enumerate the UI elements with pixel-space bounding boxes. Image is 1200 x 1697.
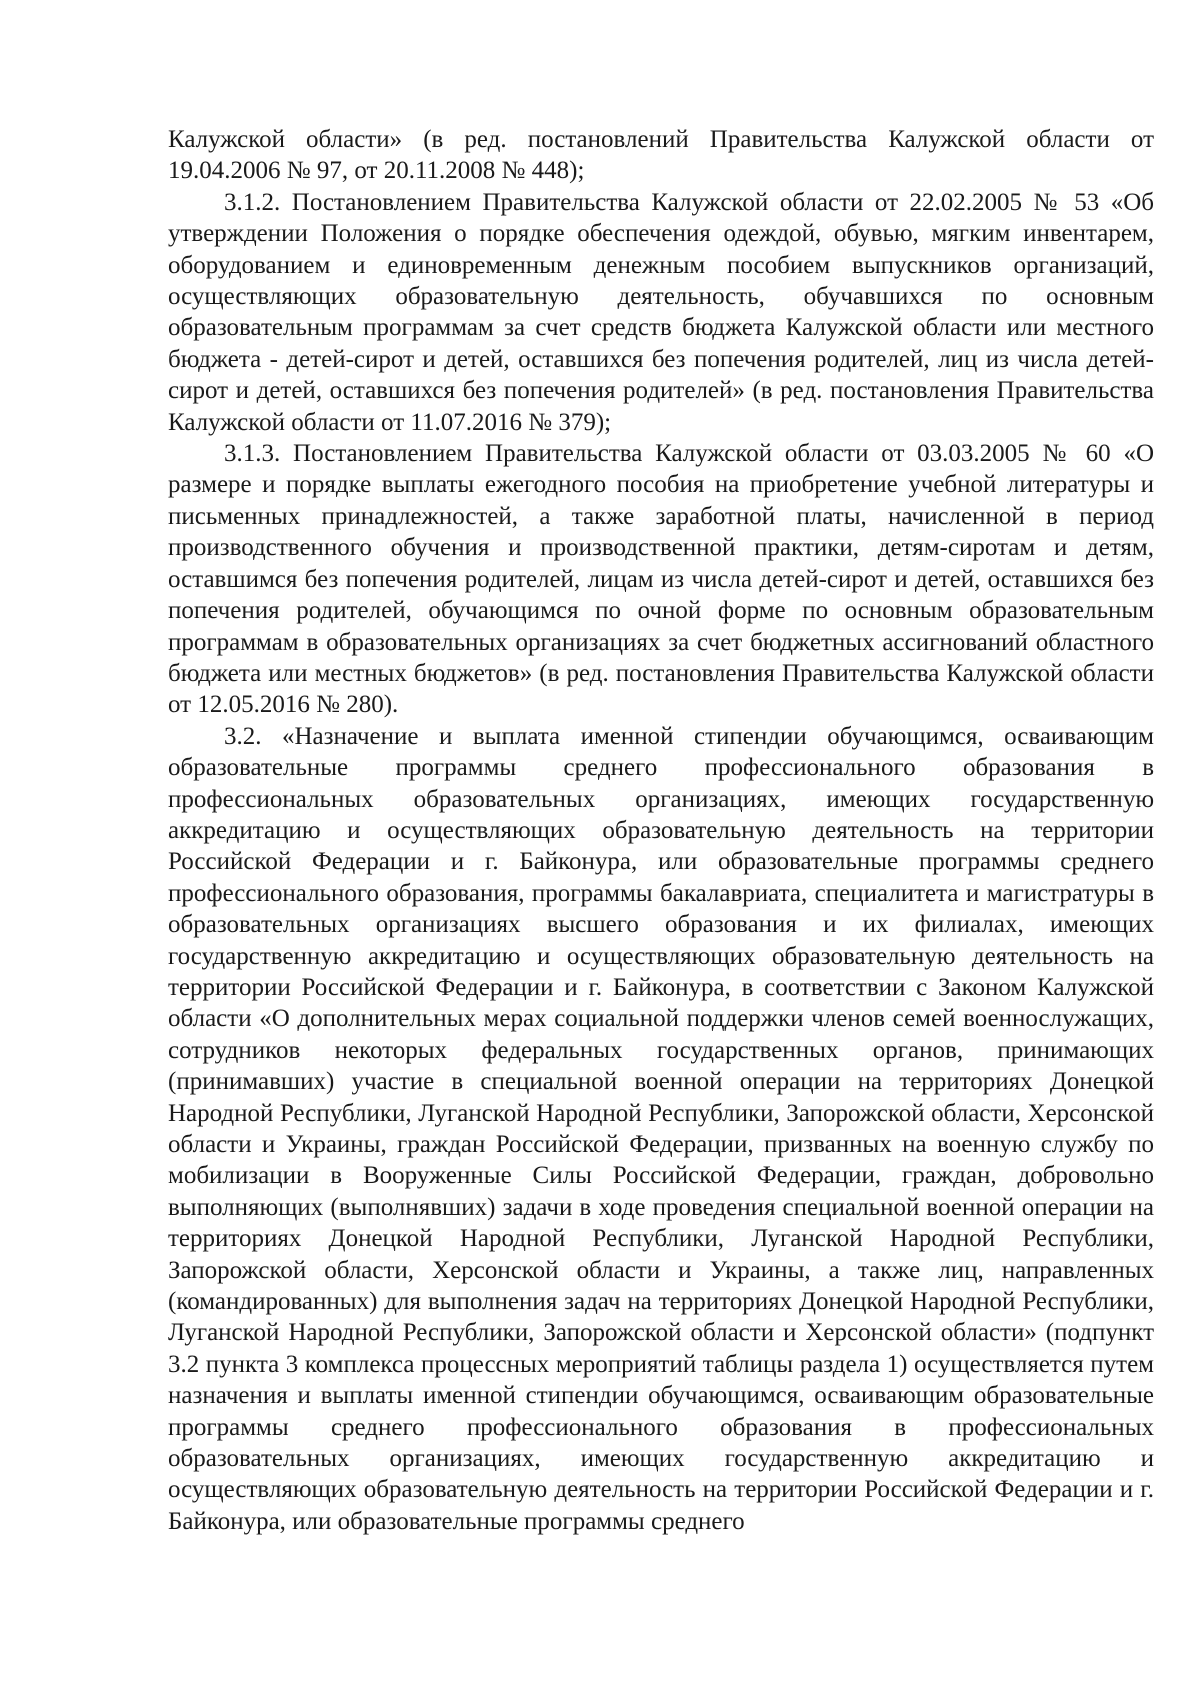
- paragraph-3-1-2: 3.1.2. Постановлением Правительства Калужской области от 22.02.2005 № 53 «Об утверждении Положения о порядке обеспечения одеждой, обувью, мягким инвентарем, оборудованием и единовременным денежным пособием выпускников организаций, осуществляющих образовательную деятельность, обучавшихся по основным образовательным программам за счет средств бюджета Калужской области или местного бюджета - детей-сирот и детей, оставшихся без попечения родителей, лиц из числа детей-сирот и детей, оставшихся без попечения родителей» (в ред. постановления Правительства Калужской области от 11.07.2016 № 379);: [168, 188, 1154, 436]
- paragraph-3-2: 3.2. «Назначение и выплата именной стипендии обучающимся, осваивающим образовательные программы среднего профессионального образования в профессиональных образовательных организациях, имеющих государственную аккредитацию и осуществляющих образовательную деятельность на территории Российской Федерации и г. Байконура, или образовательные программы среднего профессионального образования, программы бакалавриата, специалитета и магистратуры в образовательных организациях высшего образования и их филиалах, имеющих государственную аккредитацию и осуществляющих образовательную деятельность на территории Российской Федерации и г. Байконура, в соответствии с Законом Калужской области «О дополнительных мерах социальной поддержки членов семей военнослужащих, сотрудников некоторых федеральных государственных органов, принимающих (принимавших) участие в специальной военной операции на территориях Донецкой Народной Республики, Луганской Народной Республики, Запорожской области, Херсонской области и Украины, граждан Российской Федерации, призванных на военную службу по мобилизации в Вооруженные Силы Российской Федерации, граждан, добровольно выполняющих (выполнявших) задачи в ходе проведения специальной военной операции на территориях Донецкой Народной Республики, Луганской Народной Республики, Запорожской области, Херсонской области и Украины, а также лиц, направленных (командированных) для выполнения задач на территориях Донецкой Народной Республики, Луганской Народной Республики, Запорожской области и Херсонской области» (подпункт 3.2 пункта 3 комплекса процессных мероприятий таблицы раздела 1) осуществляется путем назначения и выплаты именной стипендии обучающимся, осваивающим образовательные программы среднего профессионального образования в профессиональных образовательных организациях, имеющих государственную аккредитацию и осуществляющих образовательную деятельность на территории Российской Федерации и г. Байконура, или образовательные программы среднего: [168, 722, 1154, 1535]
- document-page: [168, 124, 1154, 1537]
- paragraph-3-1-3: 3.1.3. Постановлением Правительства Калужской области от 03.03.2005 № 60 «О размере и порядке выплаты ежегодного пособия на приобретение учебной литературы и письменных принадлежностей, а также заработной платы, начисленной в период производственного обучения и производственной практики, детям-сиротам и детям, оставшимся без попечения родителей, лицам из числа детей-сирот и детей, оставшихся без попечения родителей, обучающимся по очной форме по основным образовательным программам в образовательных организациях за счет бюджетных ассигнований областного бюджета или местных бюджетов» (в ред. постановления Правительства Калужской области от 12.05.2016 № 280).: [168, 440, 1154, 719]
- paragraph-continuation: Калужской области» (в ред. постановлений Правительства Калужской области от 19.04.2006 № 97, от 20.11.2008 № 448);: [168, 126, 1154, 185]
